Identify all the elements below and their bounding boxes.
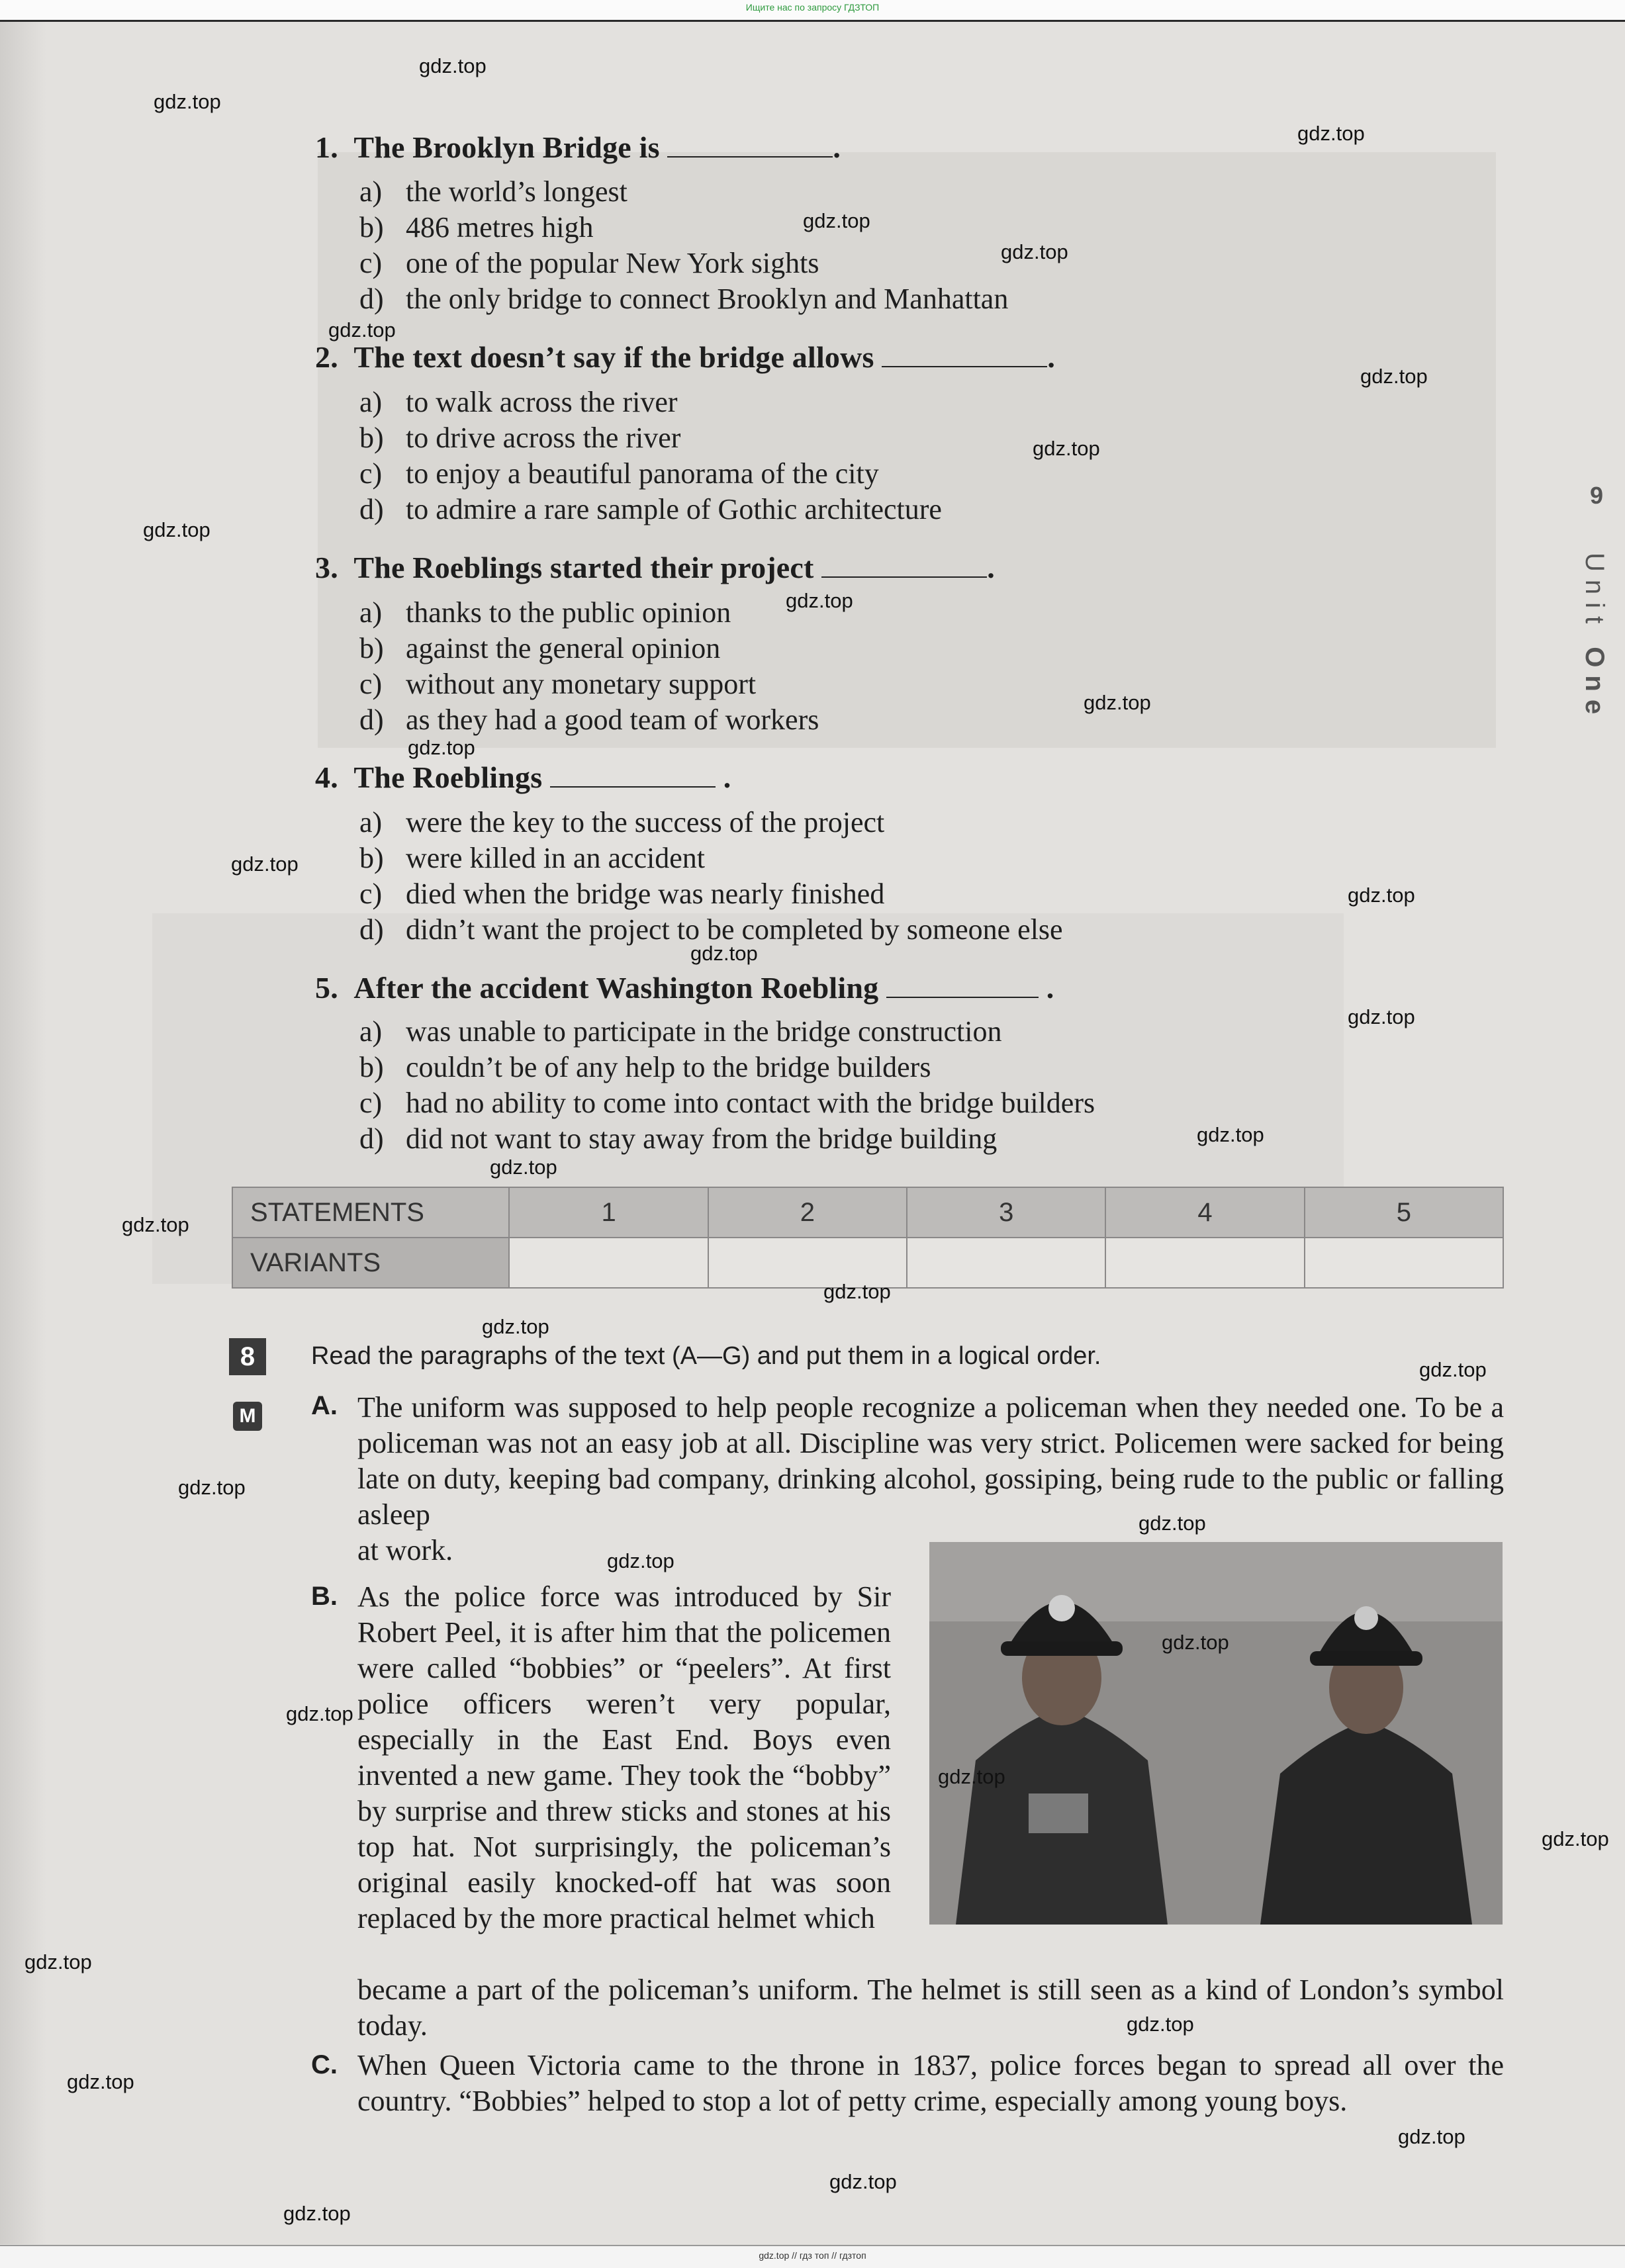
option: a) the world’s longest [359,175,627,208]
watermark: gdz.top [419,54,487,77]
watermark: gdz.top [482,1315,549,1338]
option: c) had no ability to come into contact with the bridge builders [359,1087,1095,1119]
watermark: gdz.top [231,852,299,876]
column-header: 5 [1305,1187,1503,1238]
answer-blank [882,342,1047,367]
watermark: gdz.top [1360,365,1428,388]
question-4: 4. The Roeblings . [315,760,731,794]
option: d) as they had a good team of workers [359,703,819,736]
watermark: gdz.top [786,589,853,612]
option: c) to enjoy a beautiful panorama of the city [359,457,879,490]
paragraph-a: The uniform was supposed to help people recognize a policeman when they needed one. To be a policeman was not an easy job at all. Discipline was very strict. Policemen were sacked for being late on duty, keeping bad company, drinking alcohol, gossiping, being rude to the public or falling asleep [357,1391,1504,1531]
answer-blank [886,973,1039,998]
option: a) to walk across the river [359,386,678,418]
question-number: 1. [315,130,338,164]
bottom-banner-text: gdz.top // гдз топ // гдзтоп [759,2250,866,2261]
watermark: gdz.top [490,1156,557,1179]
option: c) died when the bridge was nearly finished [359,878,885,910]
unit-word: Unit [1580,553,1609,632]
watermark: gdz.top [286,1702,353,1725]
watermark: gdz.top [122,1213,189,1236]
watermark: gdz.top [24,1950,92,1973]
paragraph-b-tail: became a part of the policeman’s uniform. The helmet is still seen as a kind of London’s symbol today. [357,1973,1504,2042]
watermark: gdz.top [143,518,210,541]
watermark: gdz.top [1001,240,1068,263]
question-1: 1. The Brooklyn Bridge is . [315,130,841,164]
column-header: 1 [509,1187,708,1238]
option: b) couldn’t be of any help to the bridge builders [359,1051,931,1083]
paragraph-a-tail: at work. [357,1534,453,1566]
top-banner-text: Ищите нас по запросу ГДЗТОП [745,2,880,13]
option: d) to admire a rare sample of Gothic architecture [359,493,942,525]
question-stem: The Brooklyn Bridge is [353,130,660,164]
answer-table [232,1187,1504,1289]
question-2: 2. The text doesn’t say if the bridge allows . [315,340,1056,374]
watermark: gdz.top [1162,1631,1229,1654]
watermark: gdz.top [178,1476,246,1499]
watermark: gdz.top [328,318,396,341]
answer-blank [667,132,833,158]
option: c) without any monetary support [359,668,757,700]
option: a) were the key to the success of the project [359,806,885,839]
watermark: gdz.top [1197,1123,1264,1146]
table-row [232,1187,1503,1238]
row-header: STATEMENTS [232,1187,509,1238]
answer-cell [509,1238,708,1288]
task-number-badge: 8 [229,1338,266,1375]
column-header: 4 [1105,1187,1304,1238]
page-number: 9 [1590,482,1604,509]
paragraph-label-c: C. [311,2050,338,2079]
watermark: gdz.top [1297,122,1365,145]
watermark: gdz.top [1419,1358,1487,1381]
unit-number: One [1580,647,1609,723]
task-instruction: Read the paragraphs of the text (A—G) and put them in a logical order. [311,1342,1101,1370]
answer-cell [907,1238,1105,1288]
answer-cell [1105,1238,1304,1288]
option: c) one of the popular New York sights [359,247,819,279]
paragraph-c: When Queen Victoria came to the throne in 1837, police forces began to spread all over the country. “Bobbies” helped to stop a lot of petty crime, especially among young boys. [357,2049,1504,2117]
watermark: gdz.top [823,1280,891,1303]
watermark: gdz.top [154,90,221,113]
unit-label [1579,553,1609,722]
watermark: gdz.top [829,2170,897,2193]
column-header: 3 [907,1187,1105,1238]
policemen-photo [929,1542,1503,1925]
option: b) were killed in an accident [359,842,706,874]
watermark: gdz.top [1348,1005,1415,1028]
answer-cell [1305,1238,1503,1288]
paragraph-label-a: A. [311,1391,338,1420]
watermark: gdz.top [938,1765,1005,1788]
watermark: gdz.top [1398,2125,1465,2148]
watermark: gdz.top [283,2202,351,2225]
watermark: gdz.top [1542,1827,1609,1850]
answer-blank [550,762,716,788]
watermark: gdz.top [1033,437,1100,460]
row-header: VARIANTS [232,1238,509,1288]
option: a) was unable to participate in the bridge construction [359,1015,1002,1048]
watermark: gdz.top [803,209,870,232]
question-5: 5. After the accident Washington Roebling . [315,971,1054,1005]
answer-blank [821,553,987,578]
mediation-icon: M [233,1402,262,1431]
option: d) didn’t want the project to be completed by someone else [359,913,1063,946]
option: b) against the general opinion [359,632,721,664]
watermark: gdz.top [690,942,758,965]
option: b) 486 metres high [359,211,594,244]
column-header: 2 [708,1187,907,1238]
watermark: gdz.top [1348,884,1415,907]
watermark: gdz.top [607,1549,674,1572]
watermark: gdz.top [1138,1512,1206,1535]
watermark: gdz.top [408,736,475,759]
watermark: gdz.top [1084,691,1151,714]
option: a) thanks to the public opinion [359,596,731,629]
page-edge-shadow [0,22,46,2244]
paragraph-label-b: B. [311,1582,338,1611]
option: d) the only bridge to connect Brooklyn and Manhattan [359,283,1009,315]
watermark: gdz.top [1127,2013,1194,2036]
watermark: gdz.top [67,2070,134,2093]
option: b) to drive across the river [359,422,681,454]
question-3: 3. The Roeblings started their project . [315,551,995,584]
policemen-illustration [929,1542,1503,1925]
option: d) did not want to stay away from the bridge building [359,1122,998,1155]
paragraph-b: As the police force was introduced by Sir Robert Peel, it is after him that the policemen were called “bobbies” or “peelers”. At first police officers weren’t very popular, especially in the East End. Boys even invented a new game. They took the “bobby” by surprise and threw sticks and stones at his top hat. Not surprisingly, the policeman’s original easily knocked-off hat was soon replaced by the more practical helmet which [357,1580,891,1934]
